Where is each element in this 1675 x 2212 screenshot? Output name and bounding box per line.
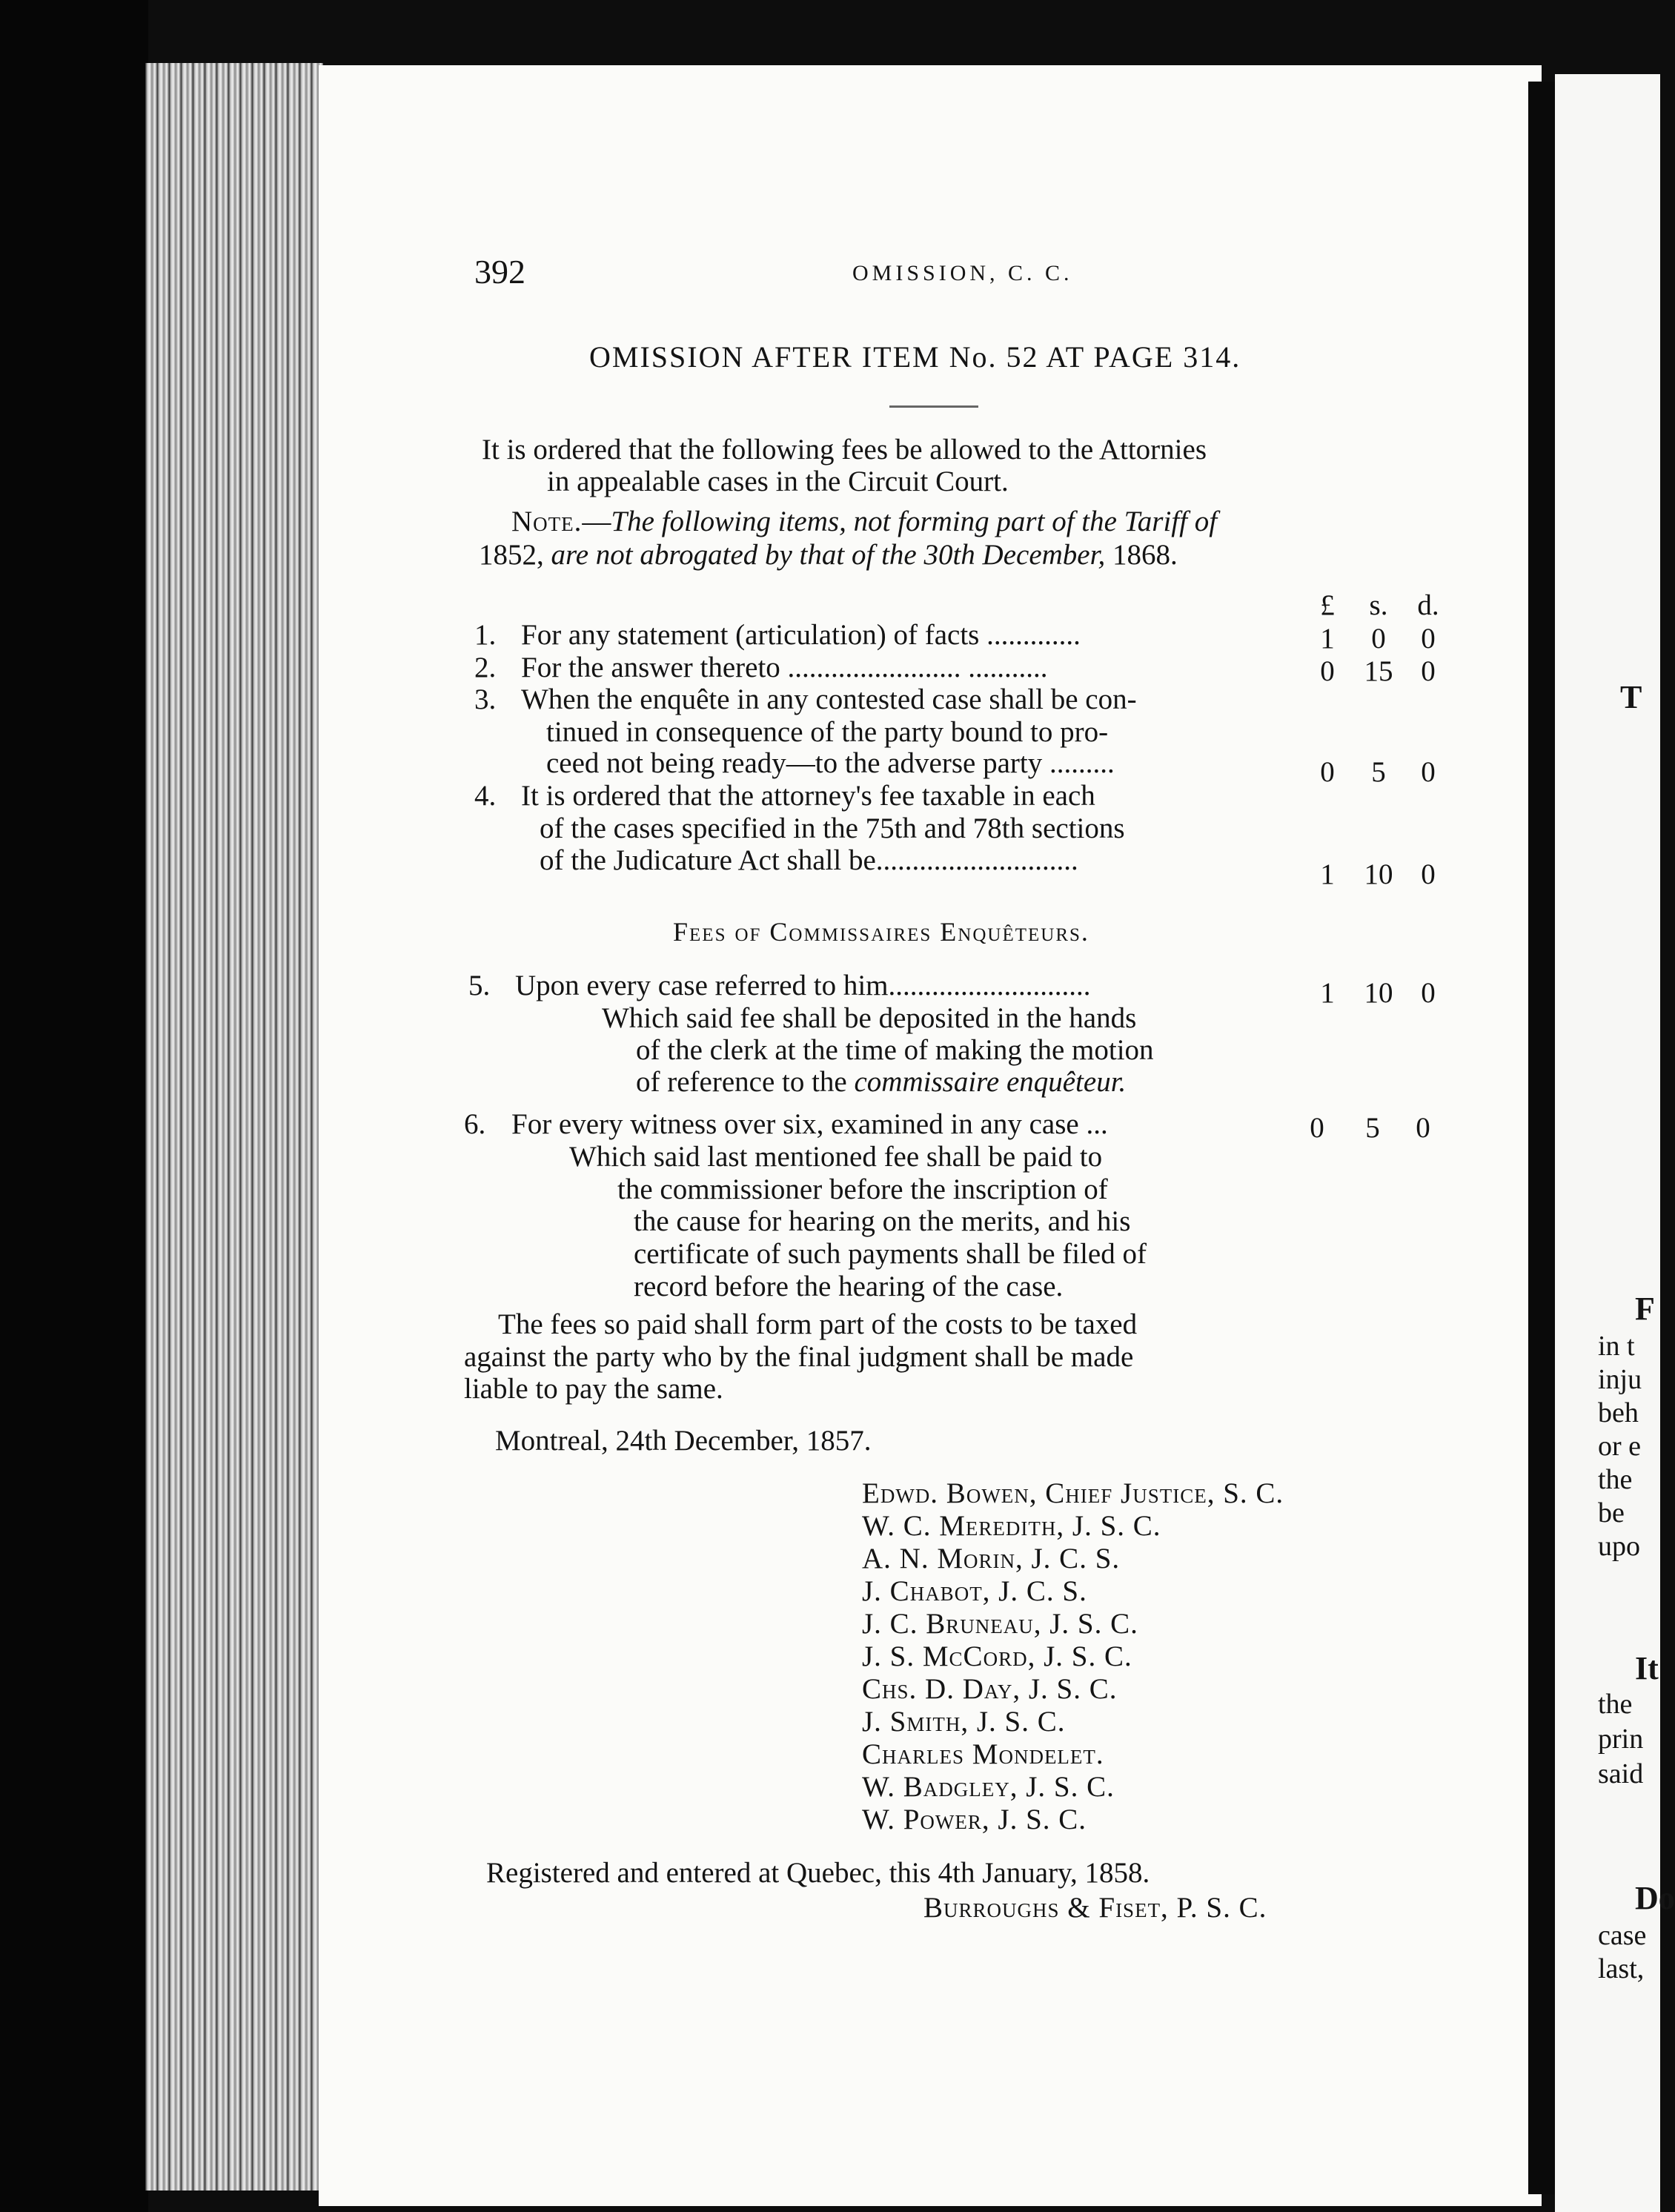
intro-line-2: in appealable cases in the Circuit Court. [547,466,1009,497]
signatory: A. N. Morin, J. C. S. [862,1543,1121,1574]
pounds-header: £ [1320,589,1335,621]
adjacent-fragment: Do [1635,1880,1675,1916]
adjacent-fragment: prin [1598,1723,1644,1755]
closing-line-1: The fees so paid shall form part of the costs to be taxed [498,1308,1138,1340]
item-subtext: record before the hearing of the case. [634,1271,1064,1302]
signatory: J. S. McCord, J. S. C. [862,1640,1132,1672]
section-heading: OMISSION AFTER ITEM No. 52 AT PAGE 314. [589,340,1241,374]
adjacent-fragment: last, [1598,1953,1645,1984]
adjacent-fragment: be [1598,1497,1625,1529]
fee-pence: 0 [1421,858,1436,890]
fee-pounds: 0 [1320,655,1335,687]
signatory: Edwd. Bowen, Chief Justice, S. C. [862,1477,1284,1509]
fee-pounds: 0 [1310,1112,1324,1144]
shillings-header: s. [1369,589,1388,621]
running-title: OMISSION, C. C. [852,261,1073,285]
item-text: When the enquête in any contested case shall be con- [521,683,1137,715]
fee-pounds: 1 [1320,623,1335,655]
fee-pounds: 1 [1320,858,1335,890]
fee-pence: 0 [1421,977,1436,1009]
item-subtext: Which said fee shall be deposited in the hands [602,1002,1137,1034]
adjacent-fragment: F [1635,1291,1655,1327]
signatory: J. Smith, J. S. C. [862,1706,1066,1738]
signatory: Chs. D. Day, J. S. C. [862,1673,1118,1705]
adjacent-fragment: the [1598,1464,1633,1495]
item-subtext: the cause for hearing on the merits, and his [634,1205,1131,1237]
fee-shillings: 10 [1364,858,1393,890]
adjacent-fragment: It [1635,1650,1659,1686]
fee-pounds: 1 [1320,977,1335,1009]
adjacent-page [1555,74,1675,2212]
registration-line: Registered and entered at Quebec, this 4th January, 1858. [486,1857,1150,1889]
item-subtext: the commissioner before the inscription of [617,1173,1108,1205]
item-text: ceed not being ready—to the adverse party ......... [546,747,1115,779]
item-text: of the cases specified in the 75th and 78th sections [540,812,1125,844]
signatory: J. C. Bruneau, J. S. C. [862,1608,1138,1640]
item-text: For the answer thereto ........................ ........... [521,652,1048,683]
adjacent-fragment: in t [1598,1331,1635,1362]
fee-pence: 0 [1416,1112,1430,1144]
signatory: W. Power, J. S. C. [862,1804,1087,1835]
note-dash: — [582,506,611,537]
note-year-end: 1868. [1112,539,1178,571]
item-subtext: Which said last mentioned fee shall be paid to [569,1141,1103,1173]
fee-pence: 0 [1421,756,1436,788]
book-page-edges [145,63,323,2191]
adjacent-fragment: case [1598,1920,1647,1951]
item-subtext-start: of reference to the [636,1066,847,1098]
item-number: 3. [474,683,497,715]
page-number: 392 [474,253,525,291]
note-label: Note. [511,506,583,537]
fee-shillings: 10 [1364,977,1393,1009]
heading-rule [889,405,978,408]
adjacent-fragment: the [1598,1689,1633,1720]
adjacent-fragment: T [1620,679,1642,715]
note-text-1: The following items, not forming part of the Tariff of [611,506,1218,537]
item-subtext: certificate of such payments shall be filed of [634,1238,1147,1270]
signatory: J. Chabot, J. C. S. [862,1575,1087,1607]
item-text: tinued in consequence of the party bound to pro- [546,716,1109,748]
signatory: W. C. Meredith, J. S. C. [862,1510,1161,1542]
adjacent-fragment: said [1598,1758,1644,1789]
note-text-2: are not abrogated by that of the 30th December, [551,539,1106,571]
closing-line-3: liable to pay the same. [464,1373,723,1405]
item-text: For every witness over six, examined in any case ... [511,1108,1108,1140]
fee-pence: 0 [1421,623,1436,655]
fee-shillings: 15 [1364,655,1393,687]
registrar: Burroughs & Fiset, P. S. C. [923,1892,1267,1924]
item-text: For any statement (articulation) of facts ............. [521,619,1081,651]
note-year: 1852, [479,539,544,571]
closing-line-2: against the party who by the final judgment shall be made [464,1341,1134,1373]
signatory: W. Badgley, J. S. C. [862,1771,1115,1803]
book-gutter [1528,82,1556,2194]
item-number: 2. [474,652,497,683]
note-line-2 [479,539,1178,572]
item-subtext: of the clerk at the time of making the motion [636,1034,1154,1066]
item-number: 1. [474,619,497,651]
fees-subheading: Fees of Commissaires Enquêteurs. [673,917,1089,947]
item-subtext [636,1066,1126,1099]
item-number: 6. [464,1108,486,1140]
adjacent-fragment: inju [1598,1364,1642,1395]
fee-pence: 0 [1421,655,1436,687]
adjacent-fragment: or e [1598,1431,1642,1462]
item-text: Upon every case referred to him............................ [515,970,1091,1001]
signatory: Charles Mondelet. [862,1738,1104,1770]
pence-header: d. [1417,589,1439,621]
fee-pounds: 0 [1320,756,1335,788]
fee-shillings: 0 [1371,623,1386,655]
fee-shillings: 5 [1371,756,1386,788]
item-number: 5. [468,970,491,1001]
item-text: of the Judicature Act shall be............................ [540,844,1078,876]
item-subtext-italic: commissaire enquêteur. [854,1066,1127,1098]
item-number: 4. [474,780,497,812]
scan-border-left [0,0,148,2212]
intro-line-1: It is ordered that the following fees be allowed to the Attornies [482,434,1207,466]
place-date: Montreal, 24th December, 1857. [495,1425,872,1457]
item-text: It is ordered that the attorney's fee taxable in each [521,780,1095,812]
fee-shillings: 5 [1365,1112,1380,1144]
note-line-1 [511,506,1217,538]
adjacent-fragment: beh [1598,1397,1639,1428]
adjacent-fragment: upo [1598,1531,1640,1562]
